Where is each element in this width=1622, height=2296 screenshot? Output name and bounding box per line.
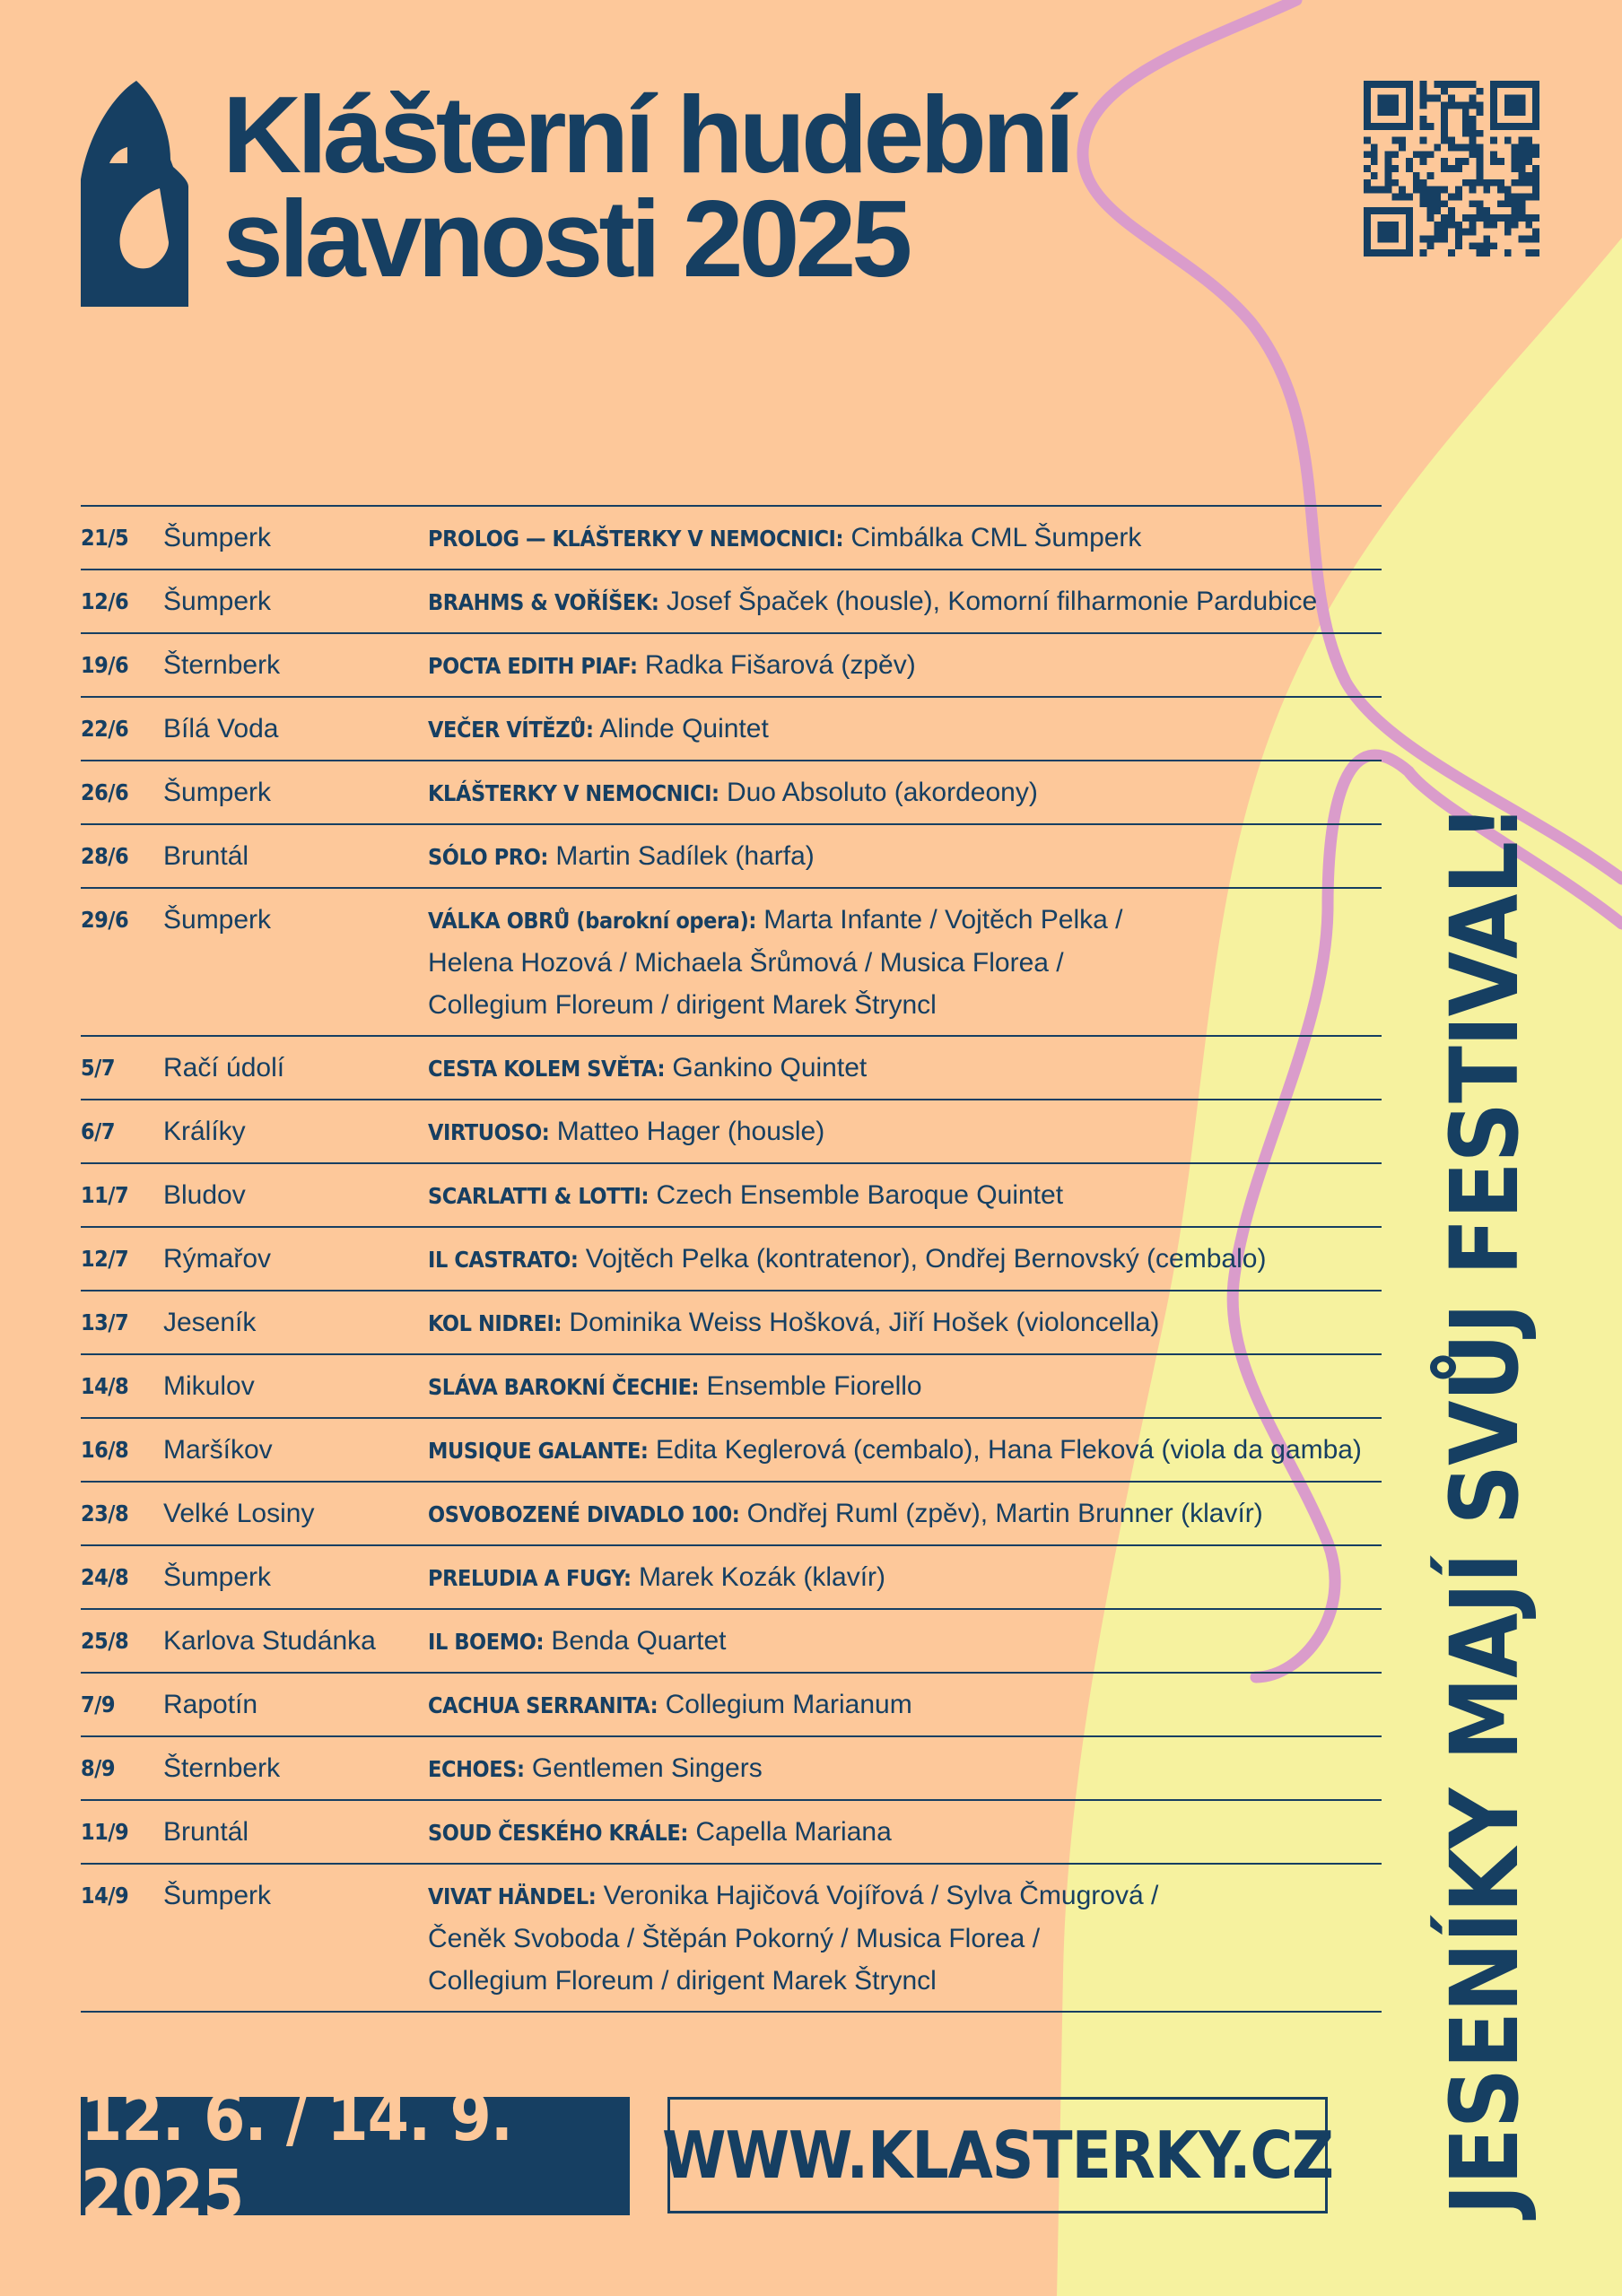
program-line	[428, 1918, 1382, 1960]
program-performers: Benda Quartet	[544, 1626, 727, 1656]
event-place: Šumperk	[163, 778, 272, 807]
event-place: Šumperk	[163, 905, 272, 935]
schedule-row	[81, 1164, 1382, 1228]
program-line	[428, 644, 1382, 687]
event-place: Rýmařov	[163, 1244, 272, 1274]
program-title: CESTA KOLEM SVĚTA:	[428, 1056, 666, 1082]
event-date: 6/7	[81, 1118, 116, 1144]
event-program	[428, 1301, 1382, 1344]
event-place: Bludov	[163, 1180, 246, 1210]
schedule-row	[81, 570, 1382, 634]
event-date: 21/5	[81, 525, 129, 551]
event-place: Bílá Voda	[163, 714, 279, 744]
schedule-row	[81, 507, 1382, 570]
program-performers: Vojtěch Pelka (kontratenor), Ondřej Bernovský (cembalo)	[578, 1244, 1267, 1274]
program-title: IL BOEMO:	[428, 1629, 545, 1655]
event-date: 26/6	[81, 779, 129, 805]
schedule-row	[81, 825, 1382, 889]
event-place: Velké Losiny	[163, 1499, 315, 1528]
program-line	[428, 1747, 1382, 1790]
program-line	[428, 1620, 1382, 1663]
program-title: ECHOES:	[428, 1756, 525, 1782]
event-program	[428, 580, 1382, 623]
event-place: Bruntál	[163, 841, 249, 871]
program-title: SCARLATTI & LOTTI:	[428, 1183, 650, 1209]
festival-tagline: JESENÍKY MAJÍ SVŮJ FESTIVAL!	[1430, 804, 1539, 2215]
event-program	[428, 1429, 1382, 1472]
event-date: 13/7	[81, 1309, 129, 1335]
schedule-row	[81, 1865, 1382, 2013]
title-line-1: Klášterní hudební	[222, 74, 1071, 196]
event-date: 29/6	[81, 907, 129, 933]
program-title: VIRTUOSO:	[428, 1119, 550, 1145]
event-program	[428, 1047, 1382, 1090]
schedule-row	[81, 761, 1382, 825]
event-place: Šumperk	[163, 1562, 272, 1592]
program-line	[428, 1811, 1382, 1854]
schedule-row	[81, 1355, 1382, 1419]
program-line	[428, 517, 1382, 560]
event-date: 24/8	[81, 1564, 129, 1590]
program-line	[428, 580, 1382, 623]
schedule-row	[81, 1037, 1382, 1100]
program-performers: Alinde Quintet	[593, 714, 769, 744]
event-program	[428, 517, 1382, 560]
program-performers: Edita Keglerová (cembalo), Hana Fleková (viola da gamba)	[648, 1435, 1362, 1465]
event-date: 7/9	[81, 1692, 116, 1718]
program-line	[428, 771, 1382, 814]
program-performers: Marta Infante / Vojtěch Pelka /	[755, 905, 1123, 935]
program-performers: Josef Špaček (housle), Komorní filharmonie Pardubice	[658, 587, 1318, 616]
schedule-row	[81, 1674, 1382, 1737]
qr-code-icon[interactable]	[1364, 81, 1539, 257]
event-place: Rapotín	[163, 1690, 258, 1719]
event-program	[428, 644, 1382, 687]
program-line	[428, 1238, 1382, 1281]
program-title: MUSIQUE GALANTE:	[428, 1438, 649, 1464]
event-program	[428, 1365, 1382, 1408]
program-line	[428, 1110, 1382, 1153]
program-performers: Cimbálka CML Šumperk	[843, 523, 1142, 552]
event-place: Šternberk	[163, 650, 281, 680]
program-title: PROLOG — KLÁŠTERKY V NEMOCNICI:	[428, 526, 844, 552]
program-line	[428, 1874, 1382, 1918]
concert-schedule	[81, 505, 1382, 2013]
program-performers: Helena Hozová / Michaela Šrůmová / Musica Florea /	[428, 948, 1064, 978]
program-performers: Marek Kozák (klavír)	[631, 1562, 886, 1592]
event-program	[428, 1747, 1382, 1790]
program-title: CACHUA SERRANITA:	[428, 1692, 658, 1718]
event-program	[428, 1110, 1382, 1153]
program-title: KOL NIDREI:	[428, 1310, 562, 1336]
schedule-row	[81, 1737, 1382, 1801]
program-title: VIVAT HÄNDEL:	[428, 1883, 597, 1909]
title-line-2: slavnosti 2025	[222, 178, 909, 300]
festival-dates-badge: 12. 6. / 14. 9. 2025	[81, 2097, 630, 2215]
event-place: Šumperk	[163, 523, 272, 552]
event-place: Karlova Studánka	[163, 1626, 376, 1656]
event-date: 25/8	[81, 1628, 129, 1654]
event-place: Šumperk	[163, 587, 272, 616]
program-line	[428, 1556, 1382, 1599]
schedule-row	[81, 1292, 1382, 1355]
event-place: Bruntál	[163, 1817, 249, 1847]
program-line	[428, 708, 1382, 751]
event-place: Jeseník	[163, 1308, 257, 1337]
schedule-row	[81, 1419, 1382, 1483]
program-line	[428, 1301, 1382, 1344]
program-line	[428, 1365, 1382, 1408]
event-place: Maršíkov	[163, 1435, 273, 1465]
event-date: 28/6	[81, 843, 129, 869]
schedule-row	[81, 1483, 1382, 1546]
program-line	[428, 1960, 1382, 2002]
program-line	[428, 1683, 1382, 1726]
program-performers: Gankino Quintet	[665, 1053, 868, 1083]
event-program	[428, 1492, 1382, 1535]
program-line	[428, 984, 1382, 1026]
program-line	[428, 942, 1382, 984]
program-performers: Čeněk Svoboda / Štěpán Pokorný / Musica Florea /	[428, 1924, 1041, 1953]
program-title: SLÁVA BAROKNÍ ČECHIE:	[428, 1374, 700, 1400]
schedule-row	[81, 698, 1382, 761]
program-title: BRAHMS & VOŘÍŠEK:	[428, 589, 659, 615]
event-date: 5/7	[81, 1055, 116, 1081]
program-line	[428, 1492, 1382, 1535]
program-line	[428, 835, 1382, 878]
event-date: 16/8	[81, 1437, 129, 1463]
event-place: Králíky	[163, 1117, 246, 1146]
event-program	[428, 708, 1382, 751]
program-performers: Collegium Marianum	[658, 1690, 912, 1719]
program-performers: Collegium Floreum / dirigent Marek Štryncl	[428, 990, 937, 1020]
program-performers: Gentlemen Singers	[524, 1753, 763, 1783]
event-place: Račí údolí	[163, 1053, 285, 1083]
event-program	[428, 1620, 1382, 1663]
schedule-row	[81, 1228, 1382, 1292]
schedule-row	[81, 1100, 1382, 1164]
program-performers: Matteo Hager (housle)	[549, 1117, 825, 1146]
program-title: PRELUDIA A FUGY:	[428, 1565, 632, 1591]
event-place: Šternberk	[163, 1753, 281, 1783]
festival-title	[222, 74, 1071, 300]
program-performers: Dominika Weiss Hošková, Jiří Hošek (violoncella)	[562, 1308, 1160, 1337]
program-title: OSVOBOZENÉ DIVADLO 100:	[428, 1501, 740, 1527]
program-title: POCTA EDITH PIAF:	[428, 653, 638, 679]
event-program	[428, 771, 1382, 814]
event-date: 19/6	[81, 652, 129, 678]
program-line	[428, 1429, 1382, 1472]
program-performers: Collegium Floreum / dirigent Marek Štryncl	[428, 1966, 937, 1996]
event-date: 11/9	[81, 1819, 129, 1845]
event-program	[428, 1556, 1382, 1599]
program-title: SOUD ČESKÉHO KRÁLE:	[428, 1820, 688, 1846]
program-line	[428, 1047, 1382, 1090]
event-program	[428, 1874, 1382, 2002]
program-title: VÁLKA OBRŮ (barokní opera):	[428, 908, 756, 934]
program-performers: Capella Mariana	[687, 1817, 892, 1847]
program-performers: Martin Sadílek (harfa)	[548, 841, 815, 871]
schedule-row	[81, 889, 1382, 1037]
event-program	[428, 1174, 1382, 1217]
schedule-row	[81, 1801, 1382, 1865]
event-date: 23/8	[81, 1500, 129, 1526]
program-performers: Czech Ensemble Baroque Quintet	[649, 1180, 1064, 1210]
event-place: Šumperk	[163, 1881, 272, 1910]
program-title: VEČER VÍTĚZŮ:	[428, 717, 594, 743]
program-performers: Ondřej Ruml (zpěv), Martin Brunner (klavír)	[739, 1499, 1263, 1528]
program-performers: Duo Absoluto (akordeony)	[719, 778, 1038, 807]
event-date: 14/9	[81, 1883, 129, 1909]
program-line	[428, 1174, 1382, 1217]
event-date: 8/9	[81, 1755, 116, 1781]
event-date: 14/8	[81, 1373, 129, 1399]
event-date: 22/6	[81, 716, 129, 742]
program-title: IL CASTRATO:	[428, 1247, 579, 1273]
program-line	[428, 899, 1382, 942]
event-program	[428, 1811, 1382, 1854]
event-program	[428, 899, 1382, 1026]
schedule-row	[81, 1610, 1382, 1674]
event-program	[428, 1683, 1382, 1726]
website-link[interactable]: WWW.KLASTERKY.CZ	[667, 2097, 1328, 2213]
event-date: 12/7	[81, 1246, 129, 1272]
program-title: SÓLO PRO:	[428, 844, 549, 870]
program-performers: Radka Fišarová (zpěv)	[637, 650, 916, 680]
program-performers: Ensemble Fiorello	[699, 1371, 922, 1401]
event-program	[428, 835, 1382, 878]
program-title: KLÁŠTERKY V NEMOCNICI:	[428, 780, 719, 806]
event-date: 12/6	[81, 588, 129, 614]
schedule-row	[81, 634, 1382, 698]
event-program	[428, 1238, 1382, 1281]
schedule-row	[81, 1546, 1382, 1610]
event-place: Mikulov	[163, 1371, 255, 1401]
program-performers: Veronika Hajičová Vojířová / Sylva Čmugrová /	[596, 1881, 1159, 1910]
event-date: 11/7	[81, 1182, 129, 1208]
abstract-harp-logo-icon	[81, 81, 188, 307]
